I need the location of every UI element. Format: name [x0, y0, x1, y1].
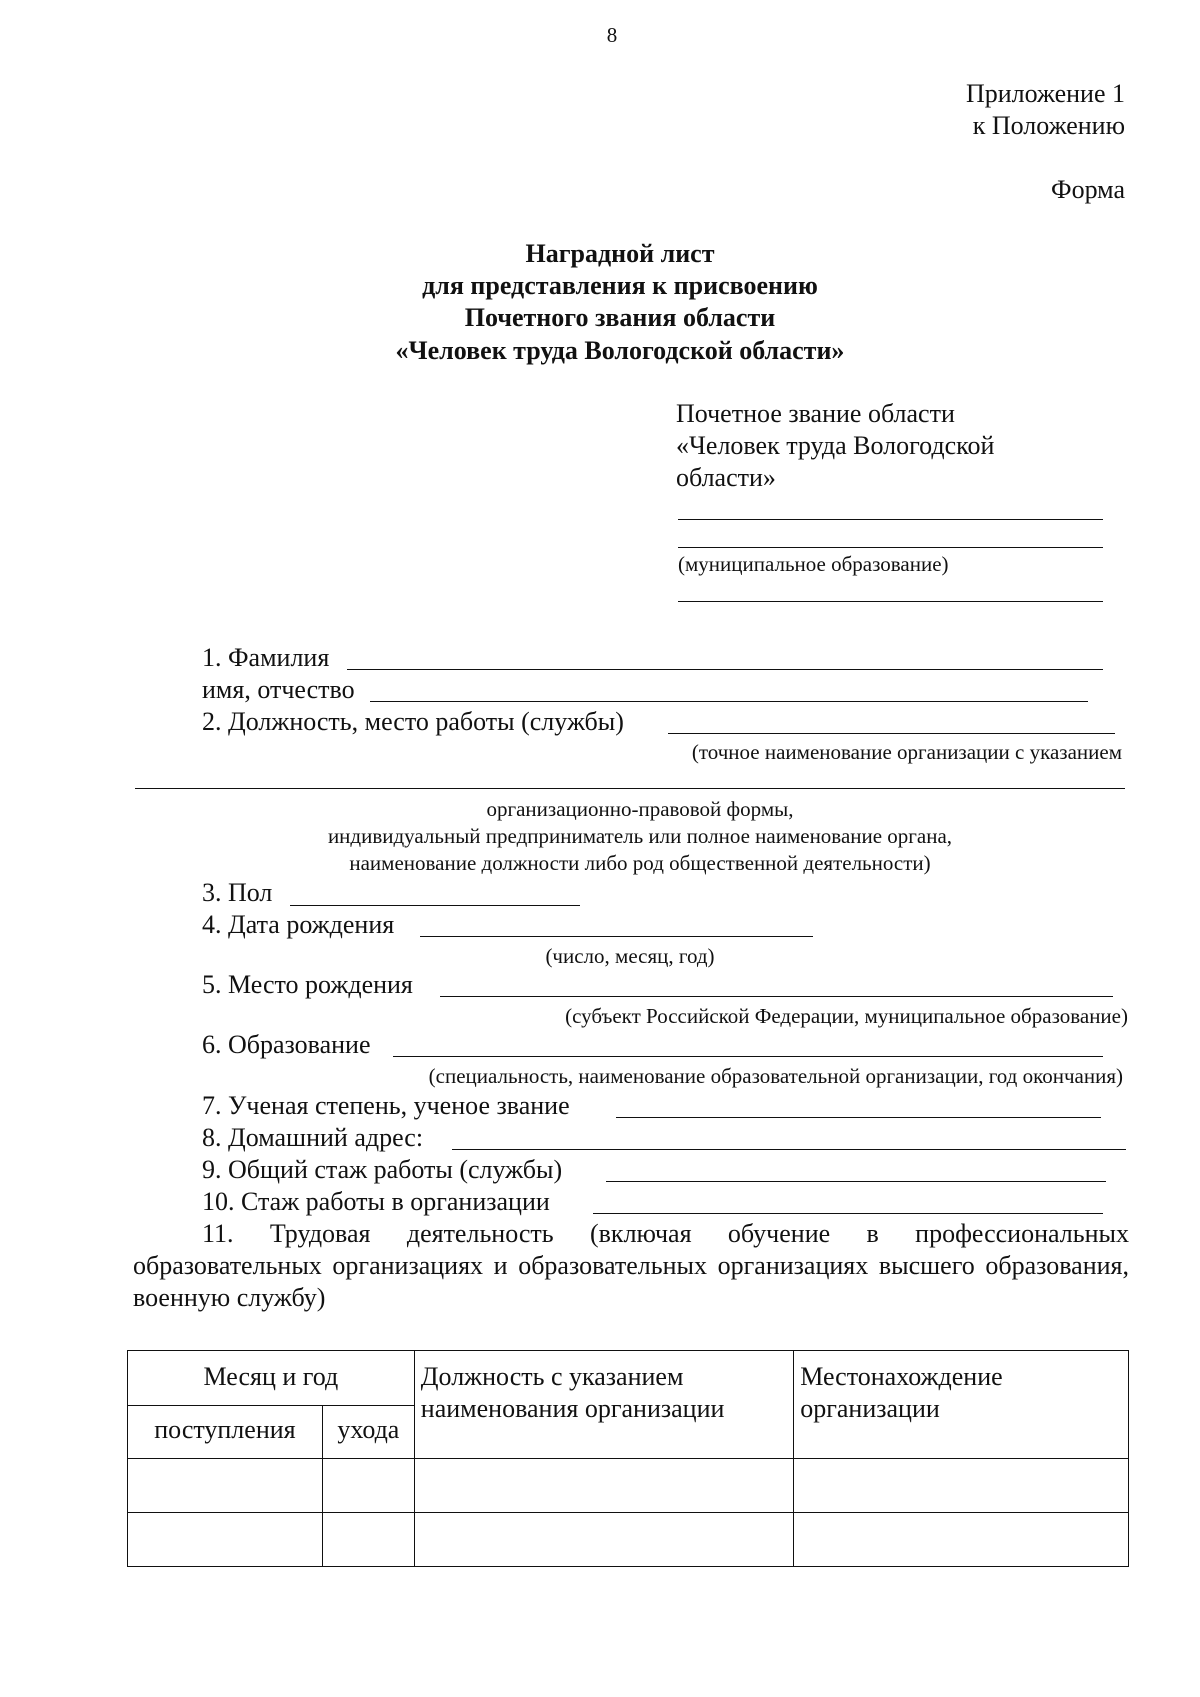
page-number: 8	[606, 23, 618, 47]
field-position-blank[interactable]	[668, 733, 1115, 734]
field-address-blank[interactable]	[452, 1149, 1126, 1150]
field-degree-label: 7. Ученая степень, ученое звание	[202, 1091, 570, 1120]
table-row	[128, 1459, 1129, 1513]
title-line-2: для представления к присвоению	[422, 271, 818, 300]
field-birthplace-label: 5. Место рождения	[202, 970, 413, 999]
field-position-hint-2: организационно-правовой формы,	[486, 797, 794, 821]
table-cell[interactable]	[322, 1459, 414, 1513]
honor-line-3: области»	[676, 463, 776, 492]
table-cell[interactable]	[414, 1513, 793, 1567]
honor-line-2: «Человек труда Вологодской	[676, 431, 995, 460]
municipal-caption: (муниципальное образование)	[678, 552, 949, 576]
field-org-experience-label: 10. Стаж работы в организации	[202, 1187, 550, 1216]
field-sex-blank[interactable]	[290, 905, 580, 906]
table-row	[128, 1513, 1129, 1567]
field-surname-blank[interactable]	[347, 669, 1103, 670]
table-cell[interactable]	[128, 1513, 323, 1567]
field-name-blank[interactable]	[370, 701, 1088, 702]
title-line-3: Почетного звания области	[464, 303, 776, 332]
header-entry: поступления	[128, 1406, 323, 1459]
labor-activity-table	[127, 1350, 1129, 1567]
field-position-label: 2. Должность, место работы (службы)	[202, 707, 624, 736]
honor-blank-2[interactable]	[678, 547, 1103, 548]
header-month-year: Месяц и год	[128, 1351, 415, 1406]
header-leave: ухода	[322, 1406, 414, 1459]
field-total-experience-blank[interactable]	[606, 1181, 1106, 1182]
field-education-blank[interactable]	[393, 1056, 1103, 1057]
municipal-blank[interactable]	[678, 601, 1103, 602]
table-cell[interactable]	[128, 1459, 323, 1513]
field-position-hint-3: индивидуальный предприниматель или полное наименование органа,	[327, 824, 953, 848]
honor-line-1: Почетное звание области	[676, 399, 955, 428]
field-position-blank-2[interactable]	[135, 788, 1125, 789]
honor-blank-1[interactable]	[678, 519, 1103, 520]
field-address-label: 8. Домашний адрес:	[202, 1123, 424, 1152]
field-birthdate-label: 4. Дата рождения	[202, 910, 395, 939]
table-cell[interactable]	[414, 1459, 793, 1513]
field-education-label: 6. Образование	[202, 1030, 371, 1059]
header-position: Должность с указанием наименования организации	[414, 1351, 793, 1459]
field-birthplace-hint: (субъект Российской Федерации, муниципальное образование)	[565, 1004, 1128, 1028]
field-position-hint-4: наименование должности либо род общественной деятельности)	[349, 851, 931, 875]
field-total-experience-label: 9. Общий стаж работы (службы)	[202, 1155, 563, 1184]
table-cell[interactable]	[794, 1459, 1129, 1513]
field-sex-label: 3. Пол	[202, 878, 273, 907]
field-education-hint: (специальность, наименование образовательной организации, год окончания)	[428, 1064, 1123, 1088]
field-position-hint-1: (точное наименование организации с указанием	[691, 740, 1122, 764]
table-cell[interactable]	[322, 1513, 414, 1567]
field-degree-blank[interactable]	[616, 1117, 1101, 1118]
title-line-1: Наградной лист	[525, 239, 715, 268]
field-name-label: имя, отчество	[202, 675, 355, 704]
table-cell[interactable]	[794, 1513, 1129, 1567]
field-org-experience-blank[interactable]	[593, 1213, 1103, 1214]
appendix-label: Приложение 1	[965, 79, 1125, 108]
regulation-label: к Положению	[972, 111, 1125, 140]
field-birthdate-hint: (число, месяц, год)	[545, 944, 715, 968]
field-labor-activity-text: 11. Трудовая деятельность (включая обучение в профессиональных образовательных организациях и образовательных организациях высшего образования, военную службу)	[133, 1219, 1129, 1312]
form-label: Форма	[1051, 175, 1125, 204]
field-birthplace-blank[interactable]	[440, 996, 1113, 997]
field-surname-label: 1. Фамилия	[202, 643, 330, 672]
header-location: Местонахождение организации	[794, 1351, 1129, 1459]
title-line-4: «Человек труда Вологодской области»	[395, 336, 845, 365]
field-birthdate-blank[interactable]	[420, 936, 813, 937]
